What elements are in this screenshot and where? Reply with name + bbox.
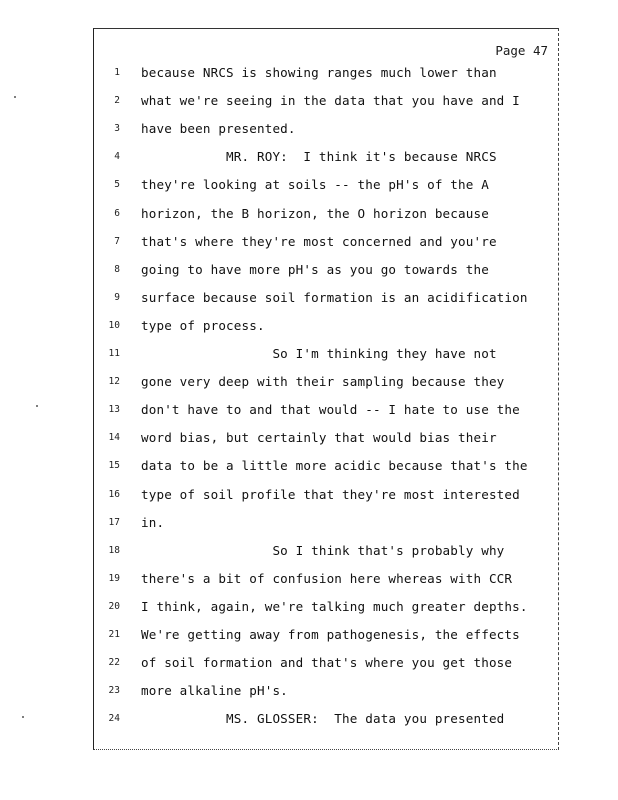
transcript-line: word bias, but certainly that would bias their — [141, 430, 497, 445]
line-number: 10 — [108, 320, 120, 331]
line-number: 24 — [108, 713, 120, 724]
transcript-line: they're looking at soils -- the pH's of the A — [141, 177, 489, 192]
scan-speck — [22, 716, 24, 718]
line-number: 20 — [108, 601, 120, 612]
line-number: 23 — [108, 685, 120, 696]
scan-speck — [14, 96, 16, 98]
transcript-line: MS. GLOSSER: The data you presented — [141, 711, 505, 726]
line-number: 19 — [108, 573, 120, 584]
transcript-line: that's where they're most concerned and you're — [141, 234, 497, 249]
transcript-line: there's a bit of confusion here whereas with CCR — [141, 571, 513, 586]
line-number: 9 — [114, 292, 120, 303]
transcript-line: because NRCS is showing ranges much lower than — [141, 65, 497, 80]
line-number: 17 — [108, 517, 120, 528]
transcript-line: We're getting away from pathogenesis, the effects — [141, 627, 520, 642]
line-number: 15 — [108, 460, 120, 471]
line-number: 22 — [108, 657, 120, 668]
transcript-line: what we're seeing in the data that you have and I — [141, 93, 520, 108]
transcript-line: of soil formation and that's where you get those — [141, 655, 513, 670]
line-number: 12 — [108, 376, 120, 387]
line-number: 5 — [114, 179, 120, 190]
line-number: 11 — [108, 348, 120, 359]
line-number: 16 — [108, 489, 120, 500]
line-number: 1 — [114, 67, 120, 78]
page-number: Page 47 — [495, 43, 548, 58]
transcript-line: So I'm thinking they have not — [141, 346, 497, 361]
line-number: 3 — [114, 123, 120, 134]
line-number: 14 — [108, 432, 120, 443]
transcript-line: don't have to and that would -- I hate to use the — [141, 402, 520, 417]
transcript-line: data to be a little more acidic because that's the — [141, 458, 528, 473]
line-number: 7 — [114, 236, 120, 247]
transcript-line: I think, again, we're talking much greater depths. — [141, 599, 528, 614]
transcript-line: So I think that's probably why — [141, 543, 505, 558]
transcript-line: have been presented. — [141, 121, 296, 136]
line-number: 8 — [114, 264, 120, 275]
line-number: 13 — [108, 404, 120, 415]
transcript-line: going to have more pH's as you go towards the — [141, 262, 489, 277]
transcript-line: surface because soil formation is an acidification — [141, 290, 528, 305]
scan-speck — [36, 405, 38, 407]
transcript-line: type of soil profile that they're most interested — [141, 487, 520, 502]
transcript-line: horizon, the B horizon, the O horizon because — [141, 206, 489, 221]
transcript-line: type of process. — [141, 318, 265, 333]
line-number: 2 — [114, 95, 120, 106]
line-number: 18 — [108, 545, 120, 556]
transcript-line: more alkaline pH's. — [141, 683, 288, 698]
transcript-line: gone very deep with their sampling because they — [141, 374, 505, 389]
transcript-line: in. — [141, 515, 165, 530]
transcript-line: MR. ROY: I think it's because NRCS — [141, 149, 497, 164]
line-number: 6 — [114, 208, 120, 219]
line-number: 4 — [114, 151, 120, 162]
line-number: 21 — [108, 629, 120, 640]
